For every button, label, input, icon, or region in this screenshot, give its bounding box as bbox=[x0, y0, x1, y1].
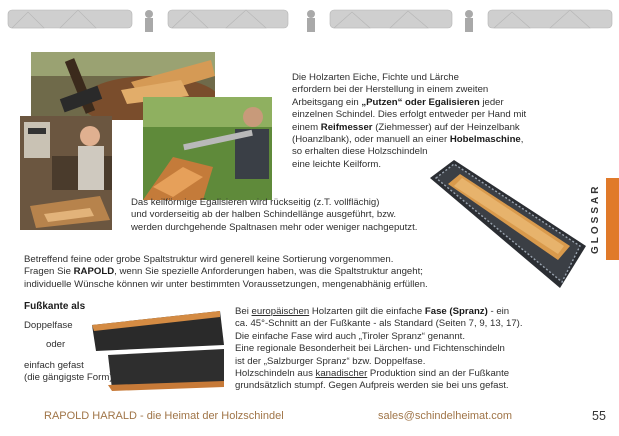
term-europaeischen: europäischen bbox=[251, 306, 310, 317]
page-number: 55 bbox=[592, 409, 606, 423]
term-kanadischer: kanadischer bbox=[315, 368, 368, 380]
glossar-tab-label[interactable]: GLOSSAR bbox=[590, 183, 601, 255]
photo-outdoor-shaping bbox=[143, 97, 272, 200]
para-putzen-l7: so erhalten diese Holzschindeln bbox=[292, 146, 428, 158]
para-fase-l2: ca. 45°-Schnitt an der Fußkante - als Standard (Seiten 7, 9, 13, 17). bbox=[235, 318, 523, 330]
term-rapold: RAPOLD bbox=[73, 266, 115, 278]
para-sort-l2c: , wenn Sie spezielle Anforderungen haben, was die Spaltstruktur angeht; bbox=[114, 266, 423, 278]
term-reifmesser: Reifmesser bbox=[320, 121, 373, 133]
para-fase-l5: ist der „Salzburger Spranz“ bzw. Doppelfase. bbox=[235, 355, 426, 367]
term-fase-spranz: Fase (Spranz) bbox=[424, 306, 488, 317]
footer-company: RAPOLD HARALD - die Heimat der Holzschindel bbox=[44, 410, 284, 422]
glossar-tab-bar[interactable] bbox=[606, 178, 619, 260]
para-fase-l1a: Bei bbox=[235, 306, 252, 317]
para-egalisieren-l1: Das keilförmige Egalisieren wird rückseitig (z.T. vollflächig) bbox=[131, 197, 380, 208]
para-egalisieren-l3: werden durchgehende Spaltnasen mehr oder weniger nachgeputzt. bbox=[131, 221, 418, 233]
para-fase-l6a: Holzschindeln aus bbox=[235, 368, 316, 380]
para-putzen-l8: eine leichte Keilform. bbox=[292, 158, 382, 170]
para-putzen-l2: erfordern bei der Herstellung in einem zweiten bbox=[292, 84, 489, 96]
label-doppelfase: Doppelfase bbox=[24, 320, 73, 331]
photo-workbench bbox=[20, 116, 112, 230]
para-fase bbox=[235, 306, 523, 393]
para-fase-l3: Die einfache Fase wird auch „Tiroler Spranz“ genannt. bbox=[235, 330, 466, 342]
para-egalisieren-l2: und vorderseitig ab der halben Schindellänge ausgeführt, bzw. bbox=[131, 209, 397, 221]
para-putzen-l5a: einem bbox=[292, 121, 321, 133]
para-putzen-l3c: jeder bbox=[479, 96, 504, 108]
para-putzen-l6a: (Hoanzlbank), oder manuell an einer bbox=[292, 134, 450, 146]
para-fase-l4: Eine regionale Besonderheit bei Lärchen- und Fichtenschindeln bbox=[235, 343, 505, 355]
para-egalisieren bbox=[131, 197, 417, 234]
para-sort-l1: Betreffend feine oder grobe Spaltstruktur wird generell keine Sortierung vorgenommen. bbox=[24, 254, 394, 265]
para-fase-l6c: Produktion sind an der Fußkante bbox=[367, 368, 510, 380]
term-putzen: „Putzen“ oder Egalisieren bbox=[361, 96, 480, 108]
para-fase-l7: grundsätzlich stumpf. Gegen Aufpreis werden sie bei uns gefast. bbox=[235, 380, 509, 392]
para-sort-l2a: Fragen Sie bbox=[24, 266, 74, 278]
para-sort-l3: individuelle Wünsche können wir unter bestimmten Voraussetzungen, mengenabhänig erfüllen. bbox=[24, 278, 428, 290]
para-putzen-l6c: , bbox=[520, 134, 524, 146]
para-putzen-l1: Die Holzarten Eiche, Fichte und Lärche bbox=[292, 72, 459, 83]
label-oder: oder bbox=[46, 339, 66, 350]
para-fase-l1e: - ein bbox=[487, 306, 510, 317]
para-putzen-l5c: (Ziehmesser) auf der Heinzelbank bbox=[372, 121, 520, 133]
header-banner bbox=[0, 4, 619, 40]
label-gaengigste-form: (die gängigste Form) bbox=[24, 372, 113, 383]
para-fase-l1c: Holzarten gilt die einfache bbox=[309, 306, 425, 317]
term-hobelmaschine: Hobelmaschine bbox=[449, 134, 521, 146]
woodcutter-banner-icon bbox=[0, 4, 619, 40]
para-putzen bbox=[292, 72, 526, 171]
para-spaltstruktur bbox=[24, 254, 428, 291]
fusskante-heading: Fußkante als bbox=[24, 301, 86, 312]
para-putzen-l4: einzelnen Schindel. Dies erfolgt entweder per Hand mit bbox=[292, 109, 527, 121]
photo-finished-shingle bbox=[430, 160, 586, 288]
footer-email[interactable]: sales@schindelheimat.com bbox=[378, 410, 513, 422]
para-putzen-l3a: Arbeitsgang ein bbox=[292, 96, 362, 108]
label-einfach-gefast: einfach gefast bbox=[24, 360, 84, 371]
